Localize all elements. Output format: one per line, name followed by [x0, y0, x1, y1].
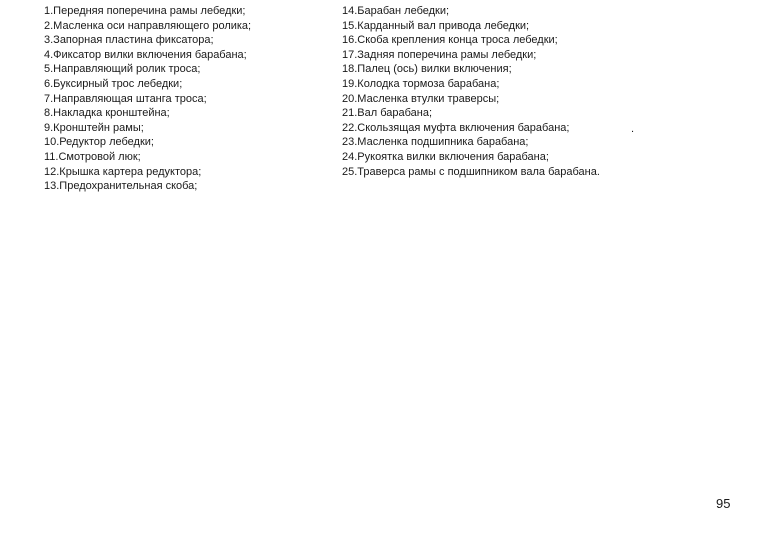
list-item: 22.Скользящая муфта включения барабана;: [342, 121, 570, 134]
list-item: 7.Направляющая штанга троса;: [44, 92, 207, 105]
list-item: 21.Вал барабана;: [342, 107, 433, 120]
list-item: 4.Фиксатор вилки включения барабана;: [44, 48, 247, 61]
list-item: 18.Палец (ось) вилки включения;: [342, 63, 512, 76]
list-item: 3.Запорная пластина фиксатора;: [44, 34, 214, 47]
list-item: 13.Предохранительная скоба;: [44, 180, 198, 193]
list-item: 24.Рукоятка вилки включения барабана;: [342, 150, 549, 163]
list-item: 25.Траверса рамы с подшипником вала барабана.: [342, 165, 600, 178]
list-item: 20.Масленка втулки траверсы;: [342, 92, 500, 105]
list-item: 14.Барабан лебедки;: [342, 5, 450, 17]
list-item: 9.Кронштейн рамы;: [44, 121, 144, 134]
list-item: 10.Редуктор лебедки;: [44, 136, 154, 149]
list-item: 16.Скоба крепления конца троса лебедки;: [342, 34, 558, 47]
list-item: 11.Смотровой люк;: [44, 150, 141, 163]
list-item: 15.Карданный вал привода лебедки;: [342, 19, 530, 32]
stray-mark: .: [631, 123, 635, 135]
list-item: 12.Крышка картера редуктора;: [44, 165, 202, 178]
parts-list-left: [44, 4, 334, 194]
list-item: 19.Колодка тормоза барабана;: [342, 77, 500, 90]
list-item: 17.Задняя поперечина рамы лебедки;: [342, 48, 537, 61]
list-item: 6.Буксирный трос лебедки;: [44, 77, 183, 90]
list-item: 2.Масленка оси направляющего ролика;: [44, 19, 252, 32]
list-item: 23.Масленка подшипника барабана;: [342, 136, 529, 149]
list-item: 5.Направляющий ролик троса;: [44, 63, 201, 76]
list-item: 8.Накладка кронштейна;: [44, 107, 170, 120]
page-number: 95: [716, 496, 731, 511]
list-item: 1.Передняя поперечина рамы лебедки;: [44, 5, 246, 17]
parts-list-right: [342, 4, 662, 179]
